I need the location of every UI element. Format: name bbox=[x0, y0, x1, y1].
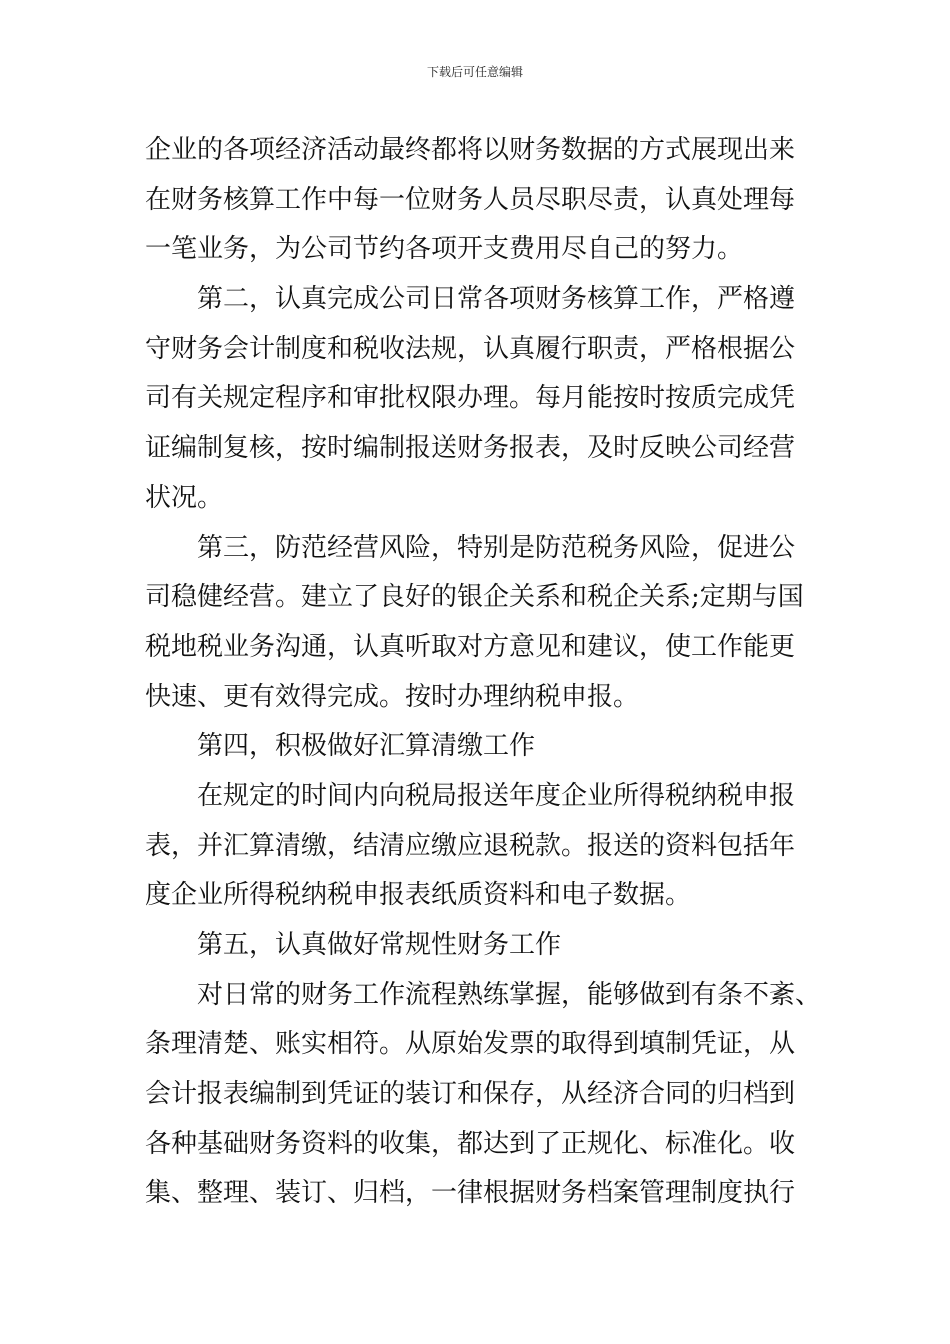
text-line: 证编制复核，按时编制报送财务报表，及时反映公司经营 bbox=[145, 433, 796, 464]
text-line: 司稳健经营。建立了良好的银企关系和税企关系;定期与国 bbox=[145, 582, 804, 613]
section-heading-line: 第五，认真做好常规性财务工作 bbox=[197, 930, 562, 960]
paragraph-start-line: 第二，认真完成公司日常各项财务核算工作，严格遵 bbox=[197, 284, 796, 315]
text-line: 快速、更有效得完成。按时办理纳税申报。 bbox=[145, 681, 640, 712]
text-line: 表，并汇算清缴，结清应缴应退税款。报送的资料包括年 bbox=[145, 830, 796, 861]
text-line: 会计报表编制到凭证的装订和保存，从经济合同的归档到 bbox=[145, 1079, 796, 1110]
text-line: 集、整理、装订、归档，一律根据财务档案管理制度执行 bbox=[145, 1178, 796, 1209]
section-heading-line: 第四，积极做好汇算清缴工作 bbox=[197, 731, 536, 762]
text-line: 各种基础财务资料的收集，都达到了正规化、标准化。收 bbox=[145, 1128, 796, 1159]
text-line: 条理清楚、账实相符。从原始发票的取得到填制凭证，从 bbox=[145, 1029, 796, 1060]
text-line: 在财务核算工作中每一位财务人员尽职尽责，认真处理每 bbox=[145, 184, 796, 215]
text-line: 守财务会计制度和税收法规，认真履行职责，严格根据公 bbox=[145, 333, 796, 364]
text-line: 状况。 bbox=[145, 482, 224, 513]
text-line: 税地税业务沟通，认真听取对方意见和建议，使工作能更 bbox=[145, 631, 796, 662]
paragraph-start-line: 在规定的时间内向税局报送年度企业所得税纳税申报 bbox=[197, 780, 796, 811]
paragraph-start-line: 对日常的财务工作流程熟练掌握，能够做到有条不紊、 bbox=[197, 979, 822, 1010]
page-header: 下载后可任意编辑 bbox=[426, 65, 523, 79]
text-line: 一笔业务，为公司节约各项开支费用尽自己的努力。 bbox=[145, 234, 744, 265]
paragraph-start-line: 第三，防范经营风险，特别是防范税务风险，促进公 bbox=[197, 532, 796, 563]
document-body bbox=[145, 126, 825, 1219]
text-line: 度企业所得税纳税申报表纸质资料和电子数据。 bbox=[145, 880, 692, 911]
text-line: 司有关规定程序和审批权限办理。每月能按时按质完成凭 bbox=[145, 383, 796, 414]
text-line: 企业的各项经济活动最终都将以财务数据的方式展现出来 bbox=[145, 135, 796, 165]
